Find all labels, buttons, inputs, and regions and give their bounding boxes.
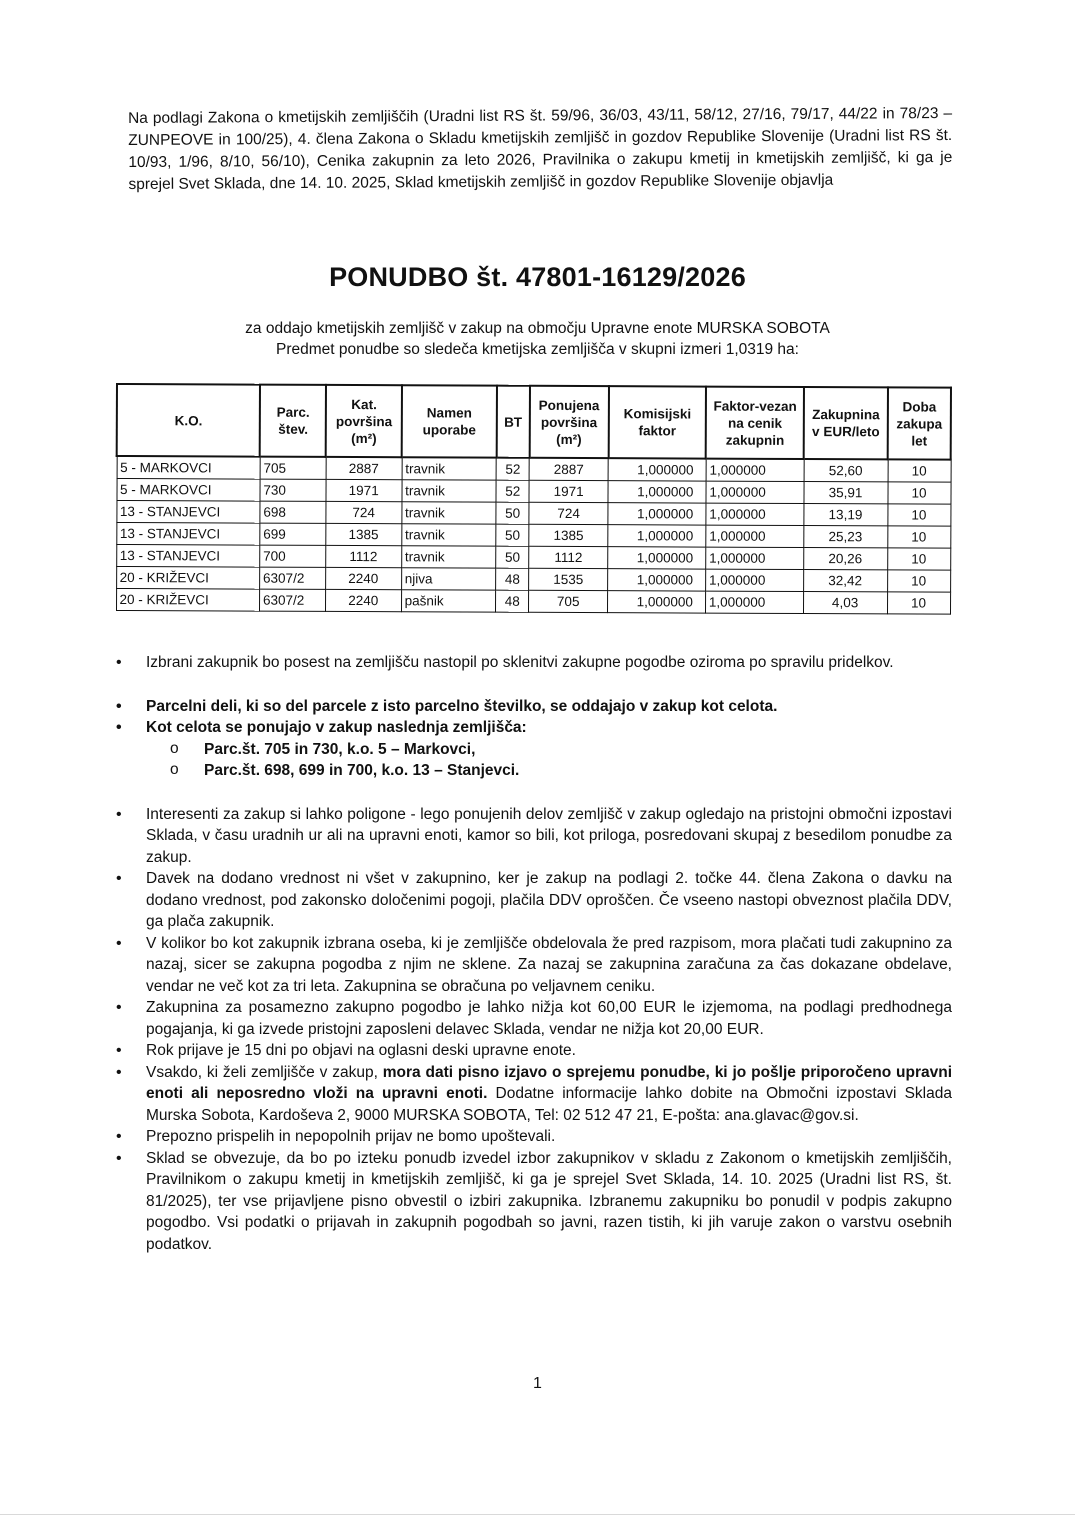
intro-paragraph: Na podlagi Zakona o kmetijskih zemljiščih (Uradni list RS št. 59/96, 36/03, 43/11, 58/12, 27/16, 79/17, 44/22 in 78/23 – ZUNPEOVE in 100/25), 4. člena Zakona o Skladu kmetijskih zemljišč in gozdov Republike Slovenije (Uradni list RS št. 10/93, 1/96, 8/10, 56/10), Cenika zakupnin za leto 2026, Pravilnika o zakupu kmetij in kmetijskih zemljišč, ki ga je sprejel Svet Sklada, dne 14. 10. 2025, Sklad kmetijskih zemljišč in gozdov Republike Slovenije objavlja [128, 104, 953, 193]
cell-zakupnina: 52,60 [804, 459, 888, 482]
header-bt: BT [496, 386, 529, 458]
list-item: • Parcelni deli, ki so del parcele z isto parcelno številko, se oddajajo v zakup kot celota. [112, 696, 952, 718]
cell-ponujena: 705 [529, 590, 608, 612]
cell-ko: 13 - STANJEVCI [116, 501, 260, 524]
cell-kat: 1385 [326, 523, 402, 545]
cell-zakupnina: 13,19 [803, 504, 887, 526]
cell-doba: 10 [887, 592, 950, 614]
list-item: • Zakupnina za posamezno zakupno pogodbo je lahko nižja kot 60,00 EUR le izjemoma, na podlagi predhodnega pogajanja, ki ga izvede pristojni zaposleni delavec Sklada, vendar ne nižja kot 20,00 EUR. [112, 997, 952, 1040]
list-spacer [112, 782, 952, 804]
cell-namen: travnik [401, 524, 496, 546]
list-item [112, 1062, 952, 1127]
cell-bt: 48 [496, 568, 529, 590]
document-subtitle [0, 318, 1075, 360]
header-ko: K.O. [117, 384, 261, 457]
b9-text-end: Dodatne informacije lahko dobite na Območni izpostavi Sklada Murska Sobota, Kardoševa 2, 9000 MURSKA SOBOTA, Tel: 02 512 47 21, E-pošta: ana.glavac@gov.si. [146, 1085, 952, 1124]
cell-doba: 10 [887, 570, 950, 592]
cell-bt: 50 [496, 546, 529, 568]
cell-ponujena: 1385 [529, 524, 608, 546]
cell-doba: 10 [887, 526, 950, 548]
cell-kat: 2240 [325, 567, 401, 589]
cell-ko: 20 - KRIŽEVCI [116, 589, 260, 612]
land-table [115, 383, 952, 615]
cell-faktor: 1,000000 [705, 569, 803, 591]
header-parc: Parc. štev. [260, 385, 326, 457]
cell-kat: 1112 [325, 545, 401, 567]
sub-list-item: o Parc.št. 705 in 730, k.o. 5 – Markovci, [112, 739, 952, 761]
list-item: • Davek na dodano vrednost ni všet v zakupnino, ker je zakup na podlagi 2. točke 44. člena Zakona o davku na dodano vrednost, pod zakonsko določenimi pogoji, plačila DDV oproščen. Če vseeno nastopi obveznost plačila DDV, ga plača zakupnik. [112, 868, 952, 933]
cell-faktor: 1,000000 [706, 547, 804, 569]
cell-kat: 2887 [326, 457, 402, 480]
cell-doba: 10 [887, 482, 950, 504]
cell-faktor: 1,000000 [706, 503, 804, 525]
cell-bt: 50 [496, 524, 529, 546]
header-faktor: Faktor-vezan na cenik zakupnin [706, 387, 804, 459]
cell-zakupnina: 25,23 [803, 526, 887, 548]
cell-parc: 698 [260, 501, 326, 523]
table-row [116, 589, 950, 615]
cell-zakupnina: 4,03 [803, 592, 887, 614]
cell-faktor: 1,000000 [706, 459, 804, 482]
cell-parc: 700 [260, 545, 326, 567]
cell-namen: njiva [401, 568, 496, 590]
page-number: 1 [533, 1375, 542, 1392]
cell-bt: 50 [496, 502, 529, 524]
cell-zakupnina: 20,26 [803, 548, 887, 570]
cell-ponujena: 1112 [529, 546, 608, 568]
list-item: • Izbrani zakupnik bo posest na zemljišču nastopil po sklenitvi zakupne pogodbe oziroma po spravilu pridelkov. [112, 652, 952, 674]
cell-komisijski: 1,000000 [608, 569, 706, 591]
cell-parc: 705 [260, 457, 326, 480]
conditions-list [112, 652, 952, 1255]
subtitle-line-1: za oddajo kmetijskih zemljišč v zakup na območju Upravne enote MURSKA SOBOTA [245, 320, 830, 337]
header-ponujena: Ponujena površina (m²) [529, 386, 608, 458]
header-kat: Kat. površina (m²) [326, 385, 402, 457]
cell-ko: 13 - STANJEVCI [116, 523, 260, 546]
cell-namen: pašnik [401, 590, 496, 612]
cell-komisijski: 1,000000 [608, 591, 706, 613]
cell-zakupnina: 35,91 [804, 482, 888, 504]
cell-faktor: 1,000000 [706, 481, 804, 503]
cell-komisijski: 1,000000 [608, 481, 706, 503]
cell-parc: 6307/2 [260, 567, 326, 589]
cell-bt: 52 [496, 458, 529, 481]
cell-ko: 20 - KRIŽEVCI [116, 567, 260, 590]
cell-komisijski: 1,000000 [608, 547, 706, 569]
b9-text-start: Vsakdo, ki želi zemljišče v zakup, [146, 1063, 383, 1081]
cell-doba: 10 [888, 459, 951, 482]
header-namen: Namen uporabe [402, 385, 497, 457]
cell-ponujena: 724 [529, 502, 608, 524]
sub-list-item: o Parc.št. 698, 699 in 700, k.o. 13 – Stanjevci. [112, 760, 952, 782]
cell-doba: 10 [887, 504, 950, 526]
cell-zakupnina: 32,42 [803, 570, 887, 592]
list-spacer [112, 674, 952, 696]
cell-namen: travnik [401, 546, 496, 568]
cell-ponujena: 1535 [529, 568, 608, 590]
page-bottom-edge [0, 1514, 1075, 1515]
cell-parc: 6307/2 [259, 589, 325, 611]
cell-komisijski: 1,000000 [608, 458, 706, 481]
cell-namen: travnik [402, 457, 497, 480]
list-item: • Sklad se obvezuje, da bo po izteku ponudb izvedel izbor zakupnikov v skladu z Zakonom o kmetijskih zemljiščih, Pravilnikom o zakupu kmetij in kmetijskih zemljišč, ki ga je sprejel Svet Sklada, 14. 10. 2025 (Uradni list RS, št. 81/2025), ter vse prijavljene pisno obvestil o izbiri zakupnika. Izbranemu zakupniku bo ponudil v podpis zakupno pogodbo. Vsi podatki o prijavah in zakupnih pogodbah so javni, razen tistih, ki jih varuje zakon o varstvu osebnih podatkov. [112, 1148, 952, 1256]
document-title: PONUDBO št. 47801-16129/2026 [329, 262, 746, 292]
b9-text-bold: mora dati pisno izjavo o sprejemu ponudbe, ki jo pošlje priporočeno upravni enoti ali neposredno vloži na upravni enoti. [146, 1063, 952, 1102]
cell-faktor: 1,000000 [706, 525, 804, 547]
cell-kat: 724 [326, 501, 402, 523]
cell-namen: travnik [402, 480, 497, 502]
list-item: • Interesenti za zakup si lahko poligone - lego ponujenih delov zemljišč v zakup ogledajo na pristojni območni izpostavi Sklada, v času uradnih ur ali na upravni enoti, kamor so bili, kot priloga, posredovani skupaj z besedilom ponudbe za zakup. [112, 804, 952, 869]
list-item: • V kolikor bo kot zakupnik izbrana oseba, ki je zemljišče obdelovala že pred razpisom, mora plačati tudi zakupnino za nazaj, sicer se zakupna pogodba z njim ne sklene. Za nazaj se zakupnina zaračuna za čas dokazane obdelave, vendar ne več kot za tri leta. Zakupnina se obračuna po veljavnem ceniku. [112, 933, 952, 998]
cell-komisijski: 1,000000 [608, 503, 706, 525]
cell-komisijski: 1,000000 [608, 525, 706, 547]
list-item: • Rok prijave je 15 dni po objavi na oglasni deski upravne enote. [112, 1040, 952, 1062]
cell-doba: 10 [887, 548, 950, 570]
cell-ponujena: 1971 [529, 480, 608, 502]
cell-ko: 13 - STANJEVCI [116, 545, 260, 568]
cell-parc: 730 [260, 479, 326, 501]
cell-kat: 1971 [326, 479, 402, 501]
cell-faktor: 1,000000 [705, 591, 803, 613]
cell-bt: 48 [496, 590, 529, 612]
cell-ponujena: 2887 [529, 458, 608, 481]
cell-ko: 5 - MARKOVCI [117, 456, 261, 479]
header-komisijski: Komisijski faktor [608, 386, 706, 458]
header-zakupnina: Zakupnina v EUR/leto [804, 387, 888, 459]
cell-kat: 2240 [325, 589, 401, 611]
subtitle-line-2: Predmet ponudbe so sledeča kmetijska zemljišča v skupni izmeri 1,0319 ha: [276, 341, 799, 358]
cell-namen: travnik [402, 502, 497, 524]
cell-parc: 699 [260, 523, 326, 545]
list-item: • Prepozno prispelih in nepopolnih prijav ne bomo upoštevali. [112, 1126, 952, 1148]
cell-bt: 52 [496, 480, 529, 502]
list-item: • Kot celota se ponujajo v zakup naslednja zemljišča: [112, 717, 952, 739]
header-doba: Doba zakupa let [888, 387, 951, 459]
cell-ko: 5 - MARKOVCI [116, 479, 260, 502]
table-header-row [117, 384, 951, 460]
